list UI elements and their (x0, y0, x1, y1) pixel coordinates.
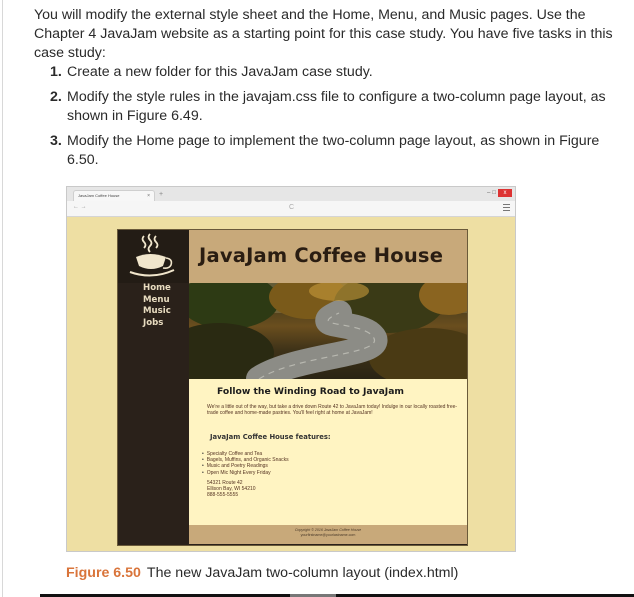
task-item (50, 132, 610, 170)
site-footer (189, 525, 467, 544)
nav-link-home[interactable]: Home (143, 283, 171, 293)
nav-link-jobs[interactable]: Jobs (143, 317, 164, 328)
figure-browser-screenshot (66, 186, 516, 552)
task-item (50, 88, 610, 126)
figure-caption-text: The new JavaJam two-column layout (index.html) (146, 565, 459, 581)
browser-tab[interactable] (73, 190, 155, 201)
coffee-cup-icon (118, 230, 189, 283)
task-number: 1. (50, 64, 62, 80)
task-text: Create a new folder for this JavaJam case study. (67, 64, 373, 80)
address-block (207, 480, 256, 499)
tab-close-icon[interactable]: × (147, 193, 150, 199)
minimize-icon[interactable]: – (487, 189, 491, 196)
javajam-site (117, 229, 468, 546)
window-controls (487, 189, 512, 197)
nav-link-menu[interactable]: Menu (143, 294, 170, 305)
content-heading: Follow the Winding Road to JavaJam (217, 386, 405, 397)
winding-road-photo (189, 283, 467, 379)
task-list (50, 63, 610, 176)
figure-caption (66, 565, 458, 581)
coffee-cup-logo (118, 230, 189, 283)
reload-icon[interactable]: C (289, 204, 295, 211)
maximize-icon[interactable]: □ (492, 189, 496, 196)
browser-viewport (67, 217, 515, 552)
figure-label: Figure 6.50 (66, 565, 141, 581)
list-item: • Music and Poetry Readings (202, 463, 289, 469)
left-margin-rule (2, 0, 3, 597)
main-content (189, 379, 467, 525)
features-heading: JavaJam Coffee House features: (210, 433, 331, 441)
browser-titlebar (67, 187, 515, 201)
footer-email-link[interactable]: yourfirstname@yourlastname.com (300, 533, 356, 537)
back-icon[interactable]: ← (73, 204, 79, 210)
browser-tab-title: JavaJam Coffee House (78, 193, 120, 198)
task-number: 3. (50, 133, 62, 149)
address-line: 54321 Route 42 (207, 480, 243, 486)
task-text: Modify the Home page to implement the two-column page layout, as shown in Figure 6.50. (67, 133, 600, 168)
footer-copyright: Copyright © 2016 JavaJam Coffee House (294, 528, 362, 532)
site-header (189, 230, 467, 283)
nav-link-music[interactable]: Music (143, 306, 171, 316)
address-line: Ellison Bay, WI 54210 (207, 486, 256, 493)
task-number: 2. (50, 89, 62, 105)
browser-menu-icon[interactable] (503, 204, 510, 212)
site-title: JavaJam Coffee House (199, 244, 444, 267)
phone-number: 888-555-5555 (207, 492, 239, 499)
features-list (202, 451, 289, 476)
content-paragraph: We're a little out of the way, but take a drive down Route 42 to JavaJam today! Indulge in our locally roasted free-trade coffee and home-made pastries. You'll feel right at home at JavaJam! (207, 404, 458, 417)
forward-icon[interactable]: → (80, 204, 87, 210)
intro-paragraph: You will modify the external style sheet and the Home, Menu, and Music pages. Use the Chapter 4 JavaJam website as a starting point for this case study. You have five tasks in this case study: (34, 7, 613, 61)
browser-nav-buttons (73, 204, 87, 210)
site-nav (118, 283, 189, 329)
new-tab-icon[interactable]: + (159, 191, 164, 198)
list-item: • Specialty Coffee and Tea (202, 451, 289, 457)
task-item (50, 63, 610, 82)
list-item: • Open Mic Night Every Friday (202, 470, 289, 476)
list-item: • Bagels, Muffins, and Organic Snacks (202, 457, 289, 463)
close-icon[interactable]: x (498, 189, 512, 197)
browser-address-bar (67, 201, 515, 217)
winding-road-image (189, 283, 467, 379)
task-text: Modify the style rules in the javajam.css file to configure a two-column page layout, as shown in Figure 6.49. (67, 89, 606, 124)
